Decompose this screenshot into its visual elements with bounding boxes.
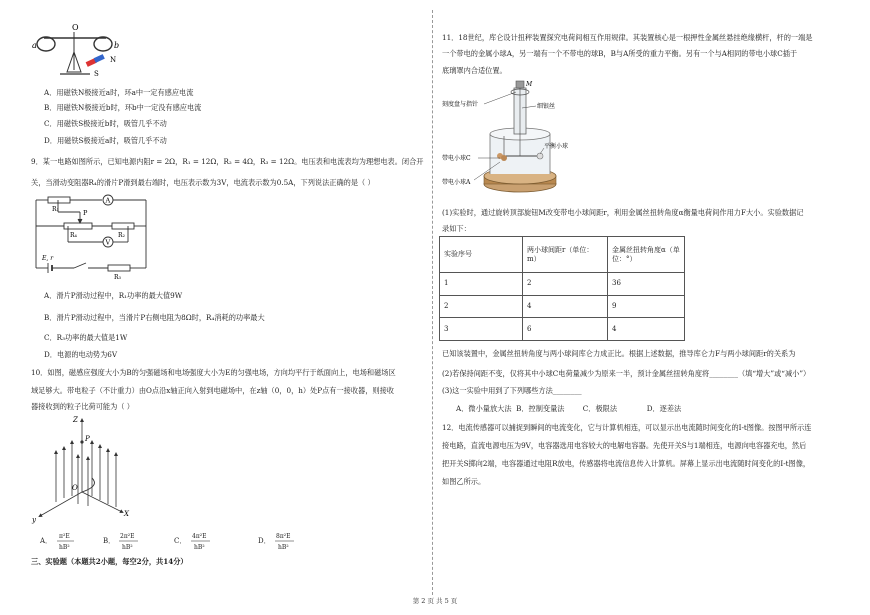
q8-option-c: C．用磁铁S极接近b时，吸管几乎不动 [44, 119, 167, 128]
q9-stem-line2: 关，当滑动变阻器R₄的滑片P滑到最右端时，电压表示数为3V，电流表示数为0.5A，下列说法正确的是（ ） [31, 178, 375, 187]
table-cell: 2 [523, 273, 608, 296]
q11-stem-line3: 底璃罩内合适位置。 [442, 66, 507, 75]
q10-option-b-den: hB² [122, 544, 133, 551]
column-divider [432, 10, 433, 595]
table-cell: 36 [608, 273, 685, 296]
table-cell: 4 [523, 295, 608, 318]
q8-label-b: b [114, 41, 120, 50]
q11-label-ball-a: 带电小球A [442, 179, 471, 186]
table-header-cell: 金属丝扭转角度α（单位：°） [608, 237, 685, 273]
q11-stem-line2: 一个带电的金属小球A，另一端有一个不带电的球B，B与A所受的重力平衡。另有一个与A相同的带电小球C插于 [442, 49, 798, 58]
q8-label-a: a [32, 41, 37, 50]
q11-part1-line2: 录如下： [442, 224, 471, 233]
q8-label-s: S [94, 70, 99, 78]
q8-option-b: B．用磁铁N极接近b时，环b中一定没有感应电流 [44, 103, 202, 112]
q9-option-d: D．电源的电动势为6V [44, 350, 118, 359]
q8-option-d: D．用磁铁S极接近a时，吸管几乎不动 [44, 136, 167, 145]
q9-label-er: E, r [42, 255, 54, 262]
q10-stem-line1: 10．如图，磁感应强度大小为B的匀强磁场和电场强度大小为E的匀强电场，方向均平行于纸面向上，电场和磁场区 [31, 368, 396, 377]
q10-option-b-letter: B． [103, 537, 116, 545]
q9-label-r3: R₃ [114, 274, 121, 281]
q8-figure [30, 22, 140, 84]
table-cell: 3 [440, 318, 523, 341]
q11-label-balance-ball: 平衡小球 [544, 143, 569, 150]
q12-stem-line3: 把开关S掷向2端，电容器通过电阻R放电，传感器将电流信息传入计算机。屏幕上显示出电流随时间变化的I-t图像， [442, 459, 811, 468]
table-header-cell: 实验序号 [440, 237, 523, 273]
table-cell: 6 [523, 318, 608, 341]
q9-option-b: B．滑片P滑动过程中，当滑片P右侧电阻为8Ω时，R₄消耗的功率最大 [44, 313, 265, 322]
q10-stem-line3: 器接收到的粒子比荷可能为（ ） [31, 402, 134, 411]
q10-label-z: Z [73, 416, 78, 424]
table-row [440, 273, 685, 296]
section-3-heading: 三、实验题（本题共2小题，每空2分，共14分） [31, 557, 188, 566]
q11-label-ball-c: 带电小球C [442, 155, 471, 162]
q10-label-p: P [85, 435, 90, 443]
q10-option-d-den: hB² [278, 544, 289, 551]
q9-label-r2: R₂ [118, 232, 125, 239]
q10-option-b-num: 2π²E [120, 533, 135, 540]
table-header-cell: 两小球间距r（单位：m） [523, 237, 608, 273]
q9-label-r4: R₄ [70, 232, 77, 239]
q11-part2: (2)若保持间距不变，仅将其中小球C电荷量减少为原来一半，预计金属丝扭转角度将________（填“增大”或“减小”） [442, 369, 811, 378]
table-cell: 1 [440, 273, 523, 296]
q9-label-a: A [105, 196, 111, 205]
q10-field-figure [30, 412, 145, 524]
q10-label-x: X [124, 510, 129, 518]
q11-part1-line1: (1)实验时，通过旋转顶部旋钮M改变带电小球间距r，利用金属丝扭转角度α衡量电荷间作用力F大小。实验数据记 [442, 208, 804, 217]
table-row [440, 318, 685, 341]
q10-label-y: y [32, 516, 36, 524]
q8-option-a: A．用磁铁N极接近a时，环a中一定有感应电流 [44, 88, 194, 97]
q12-stem-line2: 接电路，直流电源电压为9V，电容器选用电容较大的电解电容器。先使开关S与1端相连，电源向电容器充电，然后 [442, 441, 807, 450]
q10-option-d-letter: D． [258, 537, 271, 545]
q10-option-a-num: π²E [59, 533, 70, 540]
q9-label-v: V [105, 238, 111, 247]
q10-options [40, 529, 360, 555]
q10-option-c-letter: C． [174, 537, 187, 545]
q9-stem-line1: 9．某一电路如图所示，已知电源内阻r = 2Ω，R₁ = 12Ω，R₂ = 4Ω，R₃ = 12Ω。电压表和电流表均为理想电表。闭合开 [31, 157, 424, 166]
q11-after-table-line1: 已知该装置中，金属丝扭转角度与两小球间库仑力成正比。根据上述数据，推导库仑力F与两小球间距r的关系为 [442, 349, 796, 358]
q11-part3: (3)这一实验中用到了下列哪些方法________ [442, 386, 582, 395]
q10-label-o: O [72, 484, 78, 492]
q9-option-a: A．滑片P滑动过程中，R₁功率的最大值9W [44, 291, 183, 300]
q8-label-n: N [110, 56, 117, 64]
q10-option-c-den: hB² [194, 544, 205, 551]
q11-label-m: M [526, 81, 533, 88]
table-cell: 2 [440, 295, 523, 318]
q11-torsion-balance-figure [440, 76, 590, 200]
q11-stem-line1: 11．18世纪，库仑设计扭秤装置探究电荷间相互作用规律。其装置核心是一根押性金属丝悬挂绝缘横杆，杆的一端是 [442, 33, 813, 42]
q8-label-o: O [72, 23, 79, 32]
q9-circuit-figure [28, 190, 158, 280]
table-cell: 9 [608, 295, 685, 318]
q10-option-c-num: 4π²E [192, 533, 207, 540]
q11-label-wire: 细银丝 [537, 103, 556, 110]
q10-stem-line2: 域足够大。带电粒子（不计重力）由O点沿x轴正向入射到电磁场中，在z轴（0，0，h）处P点有一接收器，则接收 [31, 386, 394, 395]
q9-option-c: C．R₃功率的最大值是1W [44, 333, 128, 342]
q11-label-dial: 刻度盘与指针 [442, 101, 479, 108]
q10-option-d-num: 8π²E [276, 533, 291, 540]
q11-data-table [439, 236, 685, 341]
q12-stem-line1: 12．电流传感器可以捕捉到瞬间的电流变化，它与计算机相连，可以显示出电流随时间变化的I-t图像。按图甲所示连 [442, 423, 812, 432]
table-header-row [440, 237, 685, 273]
table-cell: 4 [608, 318, 685, 341]
q10-option-a-den: hB² [59, 544, 70, 551]
q9-label-p: P [83, 209, 88, 217]
q12-stem-line4: 如图乙所示。 [442, 477, 486, 486]
page-footer: 第 2 页 共 5 页 [412, 597, 458, 605]
table-row [440, 295, 685, 318]
q11-method-options: A．微小量放大法 B．控制变量法 C．极限法 D．逐差法 [456, 404, 682, 413]
q10-option-a-letter: A． [40, 537, 53, 545]
q9-label-r1: R₁ [52, 206, 59, 213]
